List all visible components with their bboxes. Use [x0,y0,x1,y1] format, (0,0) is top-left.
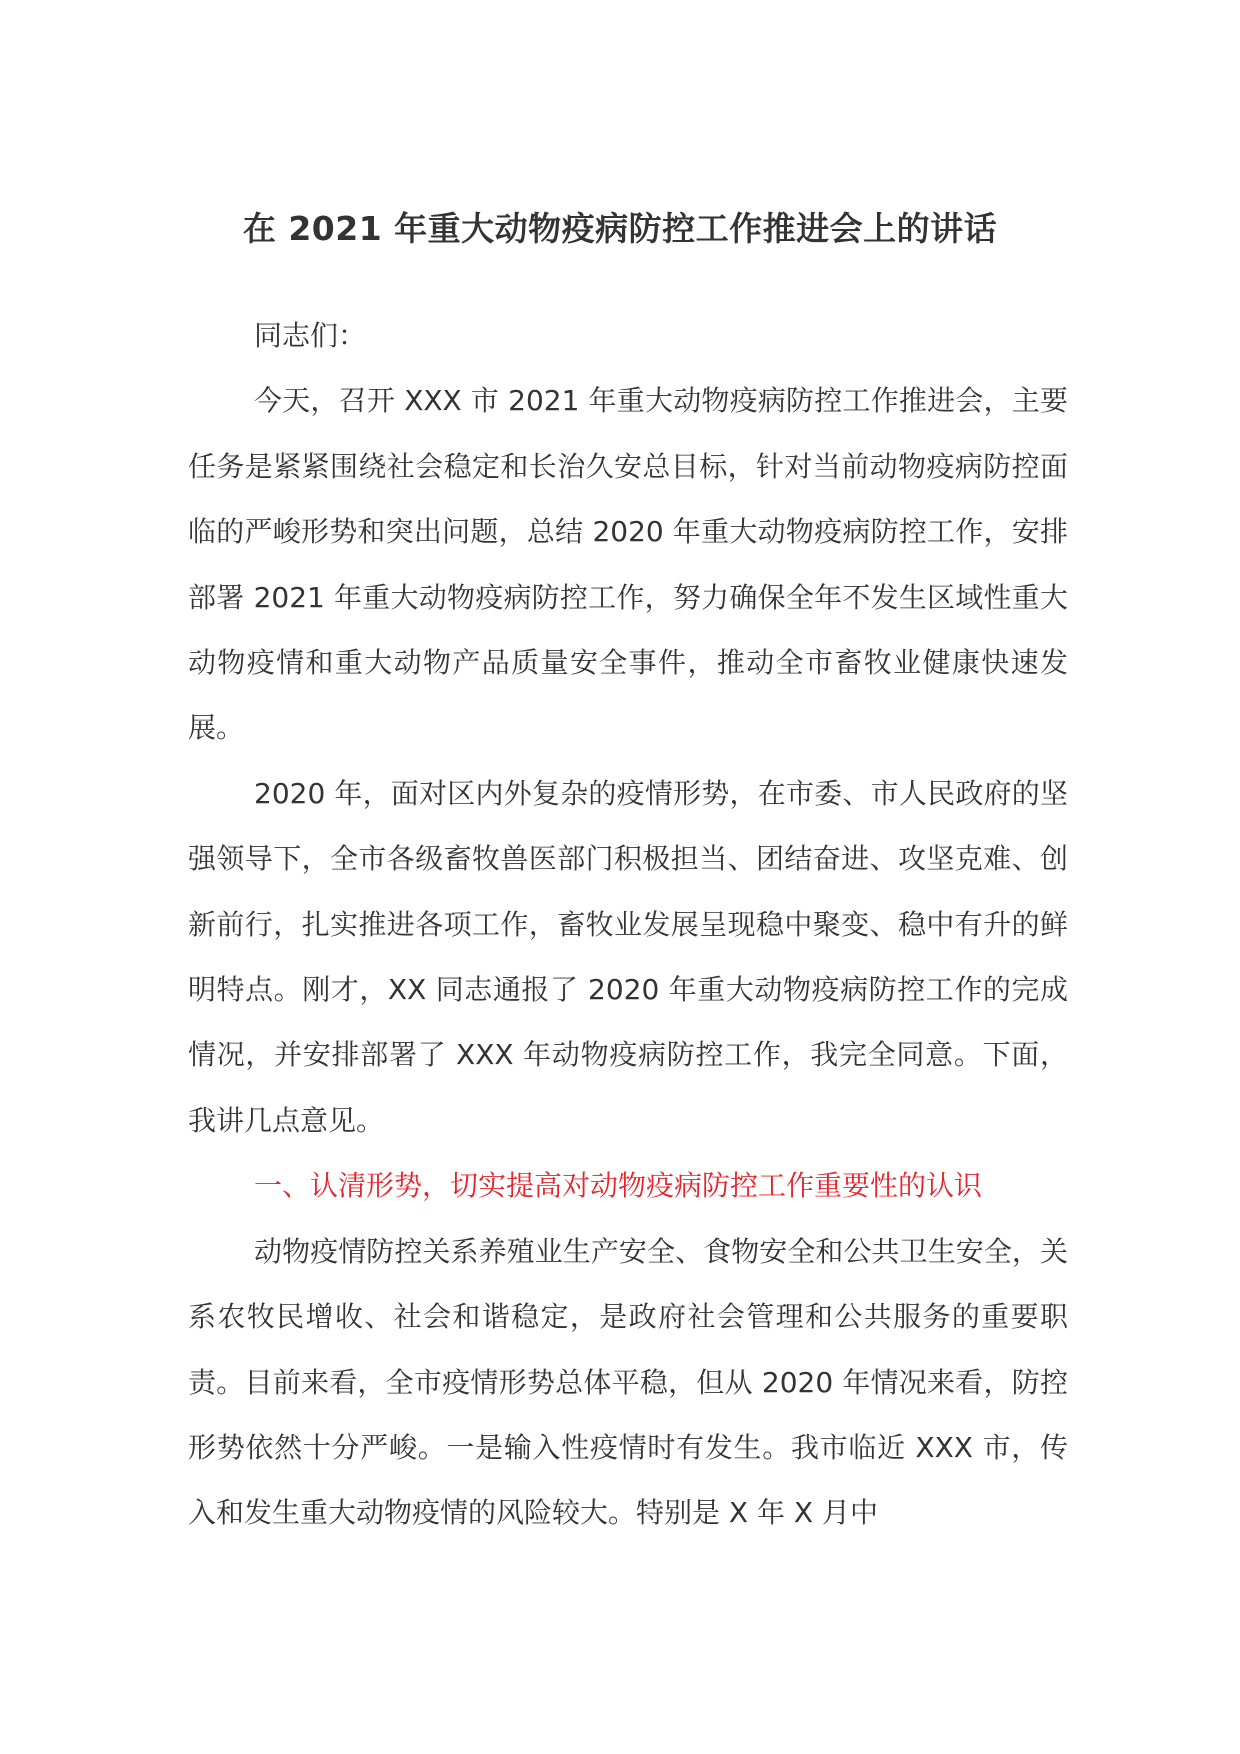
document-body [188,303,1068,1546]
salutation: 同志们： [254,319,367,352]
paragraph-section-one: 动物疫情防控关系养殖业生产安全、食物安全和公共卫生安全，关系农牧民增收、社会和谐稳定，是政府社会管理和公共服务的重要职责。目前来看，全市疫情形势总体平稳，但从 2020 年情况来看，防控形势依然十分严峻。一是输入性疫情时有发生。我市临近 XXX 市，传入和发生重大动物疫情的风险较大。特别是 X 年 X 月中 [188,1234,1068,1530]
paragraph-intro: 今天，召开 XXX 市 2021 年重大动物疫病防控工作推进会，主要任务是紧紧围绕社会稳定和长治久安总目标，针对当前动物疫病防控面临的严峻形势和突出问题，总结 2020 年重大动物疫病防控工作，安排部署 2021 年重大动物疫病防控工作，努力确保全年不发生区域性重大动物疫情和重大动物产品质量安全事件，推动全市畜牧业健康快速发展。 [188,384,1068,745]
paragraph-review: 2020 年，面对区内外复杂的疫情形势，在市委、市人民政府的坚强领导下，全市各级畜牧兽医部门积极担当、团结奋进、攻坚克难、创新前行，扎实推进各项工作，畜牧业发展呈现稳中聚变、稳中有升的鲜明特点。刚才，XX 同志通报了 2020 年重大动物疫病防控工作的完成情况，并安排部署了 XXX 年动物疫病防控工作，我完全同意。下面，我讲几点意见。 [188,776,1068,1137]
section-heading: 一、认清形势，切实提高对动物疫病防控工作重要性的认识 [254,1169,983,1203]
document-title: 在 2021 年重大动物疫病防控工作推进会上的讲话 [242,209,998,248]
